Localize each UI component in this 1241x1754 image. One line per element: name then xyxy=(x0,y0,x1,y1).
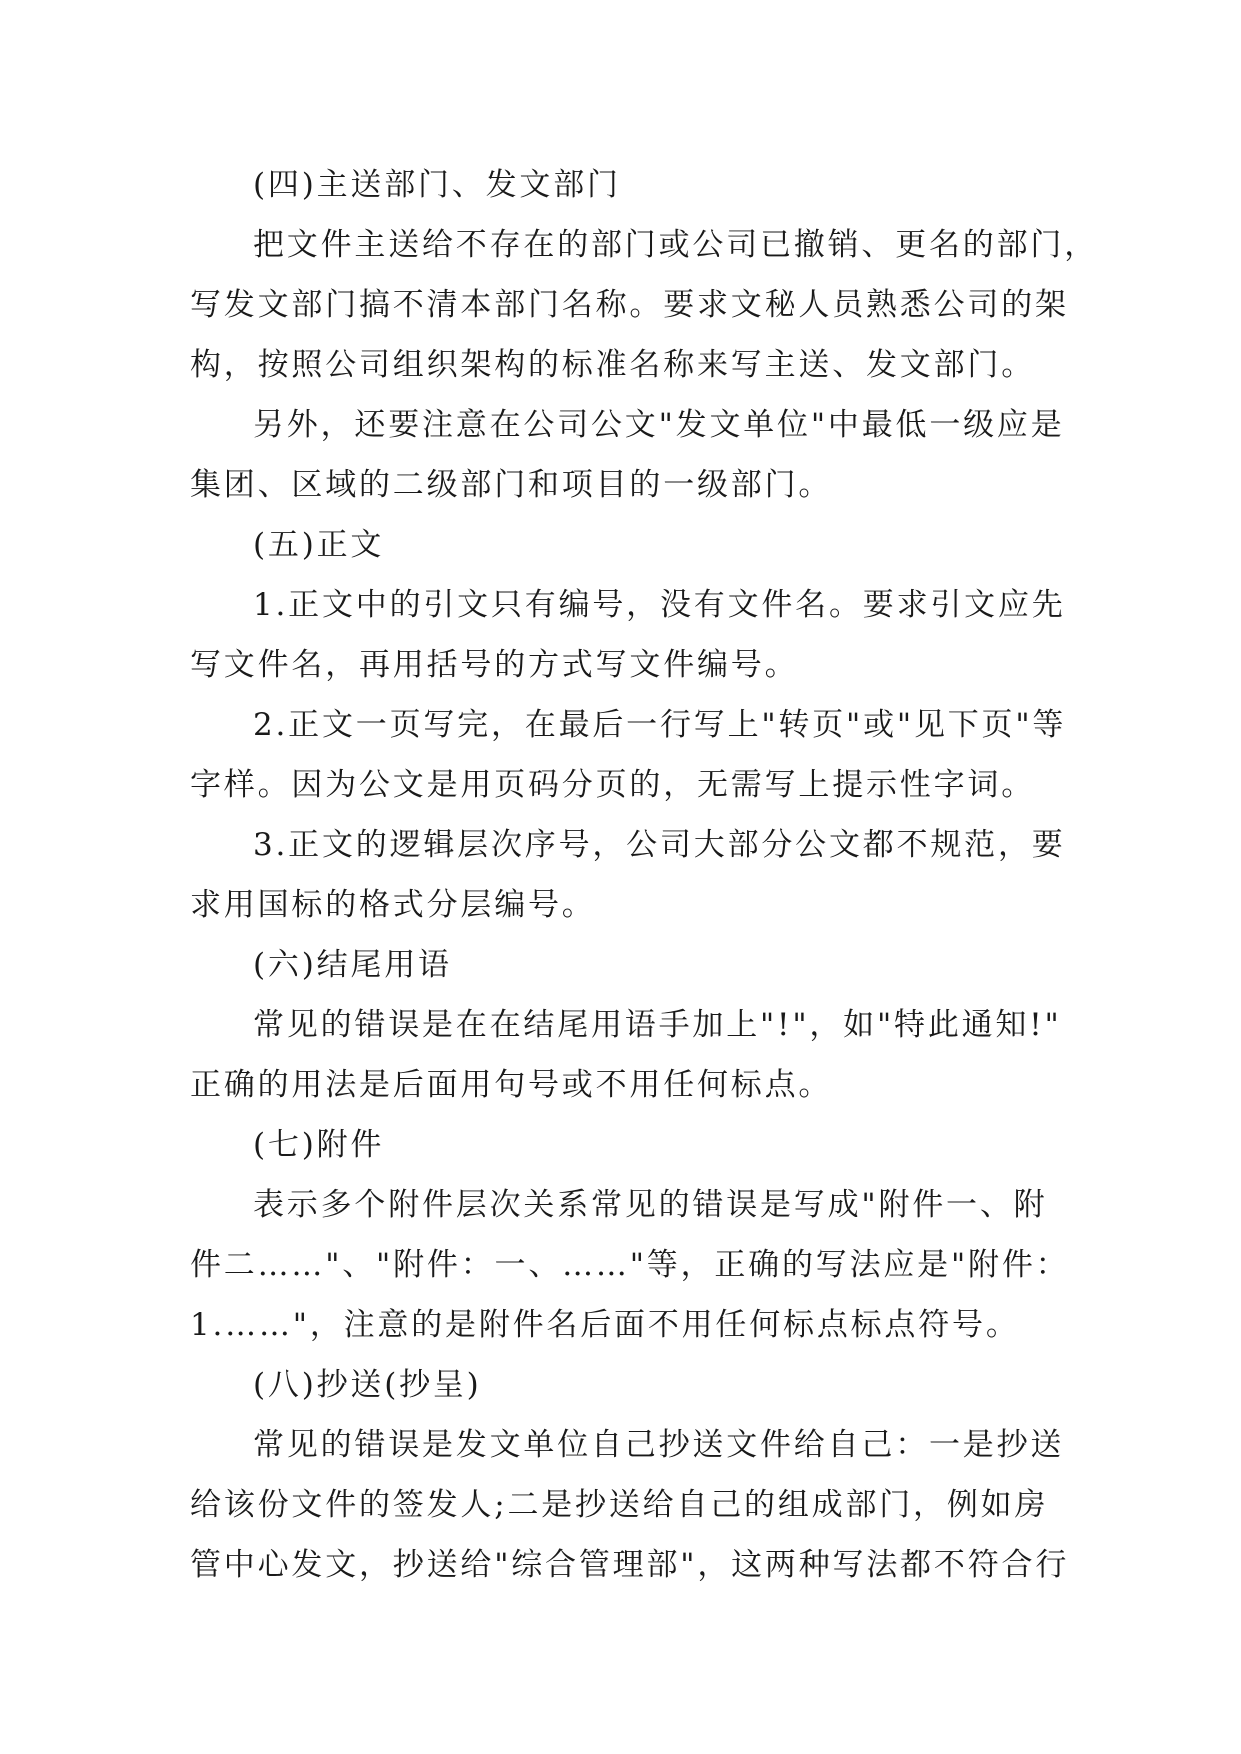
paragraph-line: 正确的用法是后面用句号或不用任何标点。 xyxy=(190,1067,833,1103)
paragraph-line: 字样。因为公文是用页码分页的，无需写上提示性字词。 xyxy=(190,767,1035,803)
heading-cc: (八)抄送(抄呈) xyxy=(253,1367,482,1403)
paragraph-line: 把文件主送给不存在的部门或公司已撤销、更名的部门， xyxy=(253,227,1098,263)
paragraph-line: 2.正文一页写完，在最后一行写上"转页"或"见下页"等 xyxy=(253,707,1067,743)
paragraph-line: 求用国标的格式分层编号。 xyxy=(190,887,596,923)
paragraph-line: 写文件名，再用括号的方式写文件编号。 xyxy=(190,647,799,683)
paragraph-line: 构，按照公司组织架构的标准名称来写主送、发文部门。 xyxy=(190,347,1035,383)
paragraph-line: 给该份文件的签发人;二是抄送给自己的组成部门，例如房 xyxy=(190,1487,1049,1523)
heading-closing-phrase: (六)结尾用语 xyxy=(253,947,452,983)
paragraph-line: 件二……"、"附件：一、……"等，正确的写法应是"附件： xyxy=(190,1247,1070,1283)
heading-body-text: (五)正文 xyxy=(253,527,385,563)
heading-attachments: (七)附件 xyxy=(253,1127,385,1163)
paragraph-line: 常见的错误是发文单位自己抄送文件给自己：一是抄送 xyxy=(253,1427,1065,1463)
paragraph-line: 写发文部门搞不清本部门名称。要求文秘人员熟悉公司的架 xyxy=(190,287,1069,323)
paragraph-line: 1.正文中的引文只有编号，没有文件名。要求引文应先 xyxy=(253,587,1066,623)
paragraph-line: 集团、区域的二级部门和项目的一级部门。 xyxy=(190,467,833,503)
paragraph-line: 1.……"，注意的是附件名后面不用任何标点标点符号。 xyxy=(190,1307,1020,1343)
paragraph-line: 表示多个附件层次关系常见的错误是写成"附件一、附 xyxy=(253,1187,1048,1223)
paragraph-line: 另外，还要注意在公司公文"发文单位"中最低一级应是 xyxy=(253,407,1065,443)
paragraph-line: 管中心发文，抄送给"综合管理部"，这两种写法都不符合行 xyxy=(190,1547,1070,1583)
paragraph-line: 3.正文的逻辑层次序号，公司大部分公文都不规范，要 xyxy=(253,827,1066,863)
heading-main-recipient: (四)主送部门、发文部门 xyxy=(253,167,621,203)
paragraph-line: 常见的错误是在在结尾用语手加上"!"，如"特此通知!" xyxy=(253,1007,1062,1043)
